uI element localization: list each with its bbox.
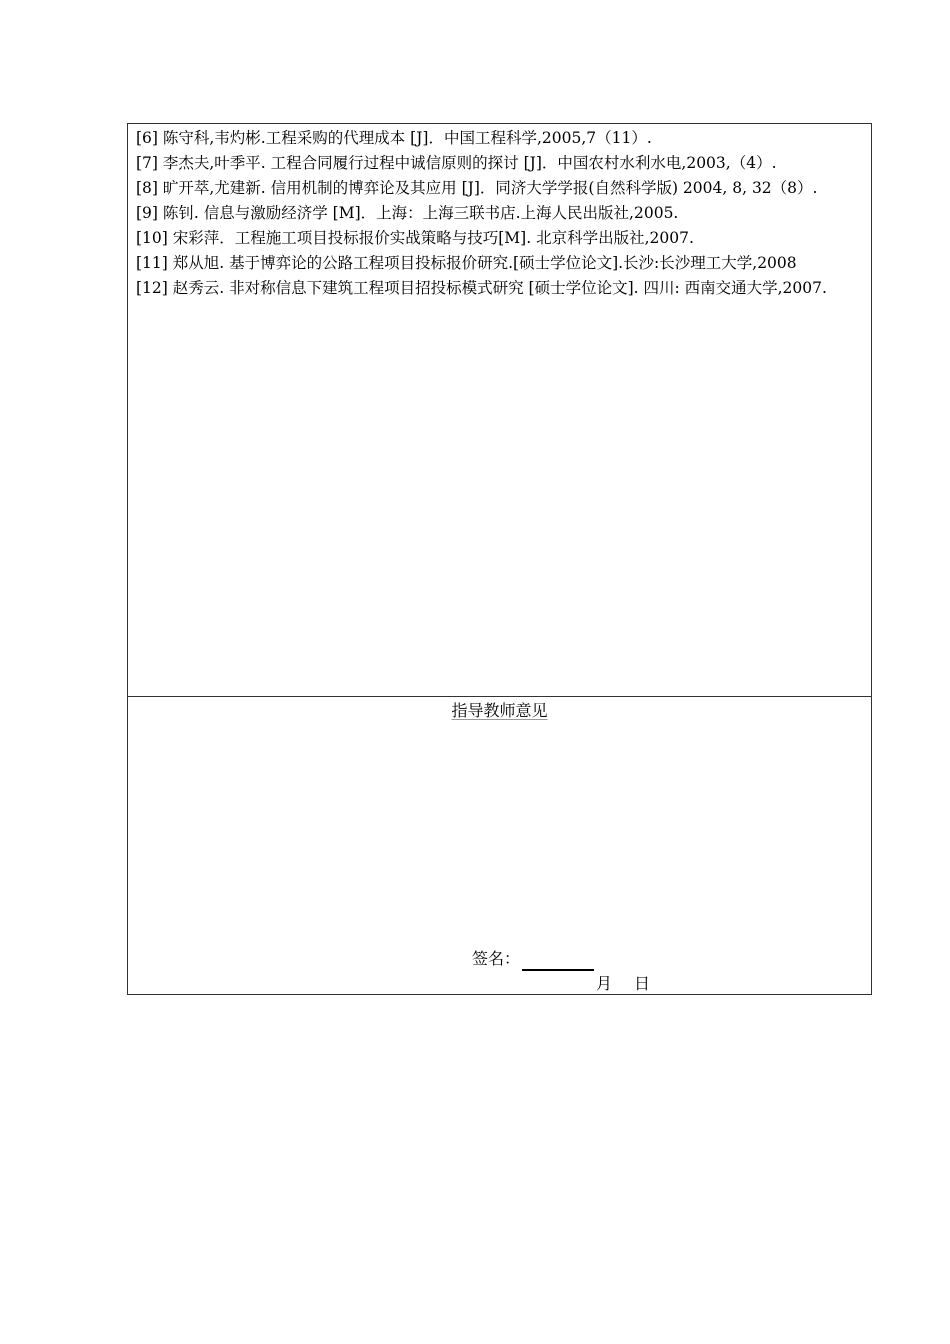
advisor-opinion-section (128, 697, 871, 994)
reference-item-6: [6] 陈守科,韦灼彬.工程采购的代理成本 [J]．中国工程科学,2005,7（11）. (136, 129, 652, 147)
signature-line (522, 951, 594, 971)
reference-item-11: [11] 郑从旭. 基于博弈论的公路工程项目投标报价研究.[硕士学位论文].长沙:长沙理工大学,2008 (136, 254, 797, 272)
day-label: 日 (634, 974, 651, 993)
reference-item-8: [8] 旷开萃,尤建新. 信用机制的博弈论及其应用 [J]．同济大学学报(自然科学版) 2004, 8, 32（8）. (136, 179, 818, 197)
advisor-opinion-title (128, 699, 871, 723)
signature-row (472, 947, 594, 971)
advisor-opinion-title-text: 指导教师意见 (451, 701, 548, 720)
month-label: 月 (596, 974, 613, 993)
reference-item-7: [7] 李杰夫,叶季平. 工程合同履行过程中诚信原则的探讨 [J]．中国农村水利水电,2003,（4）. (136, 154, 777, 172)
date-row (596, 972, 650, 996)
form-table (127, 123, 872, 995)
reference-item-12: [12] 赵秀云. 非对称信息下建筑工程项目招投标模式研究 [硕士学位论文]. 四川: 西南交通大学,2007. (136, 279, 827, 297)
reference-item-9: [9] 陈钊. 信息与激励经济学 [M]．上海：上海三联书店.上海人民出版社,2005. (136, 204, 679, 222)
references-section (128, 124, 871, 697)
reference-list (136, 126, 863, 301)
signature-label: 签名： (472, 949, 521, 968)
reference-item-10: [10] 宋彩萍．工程施工项目投标报价实战策略与技巧[M]. 北京科学出版社,2007. (136, 229, 694, 247)
